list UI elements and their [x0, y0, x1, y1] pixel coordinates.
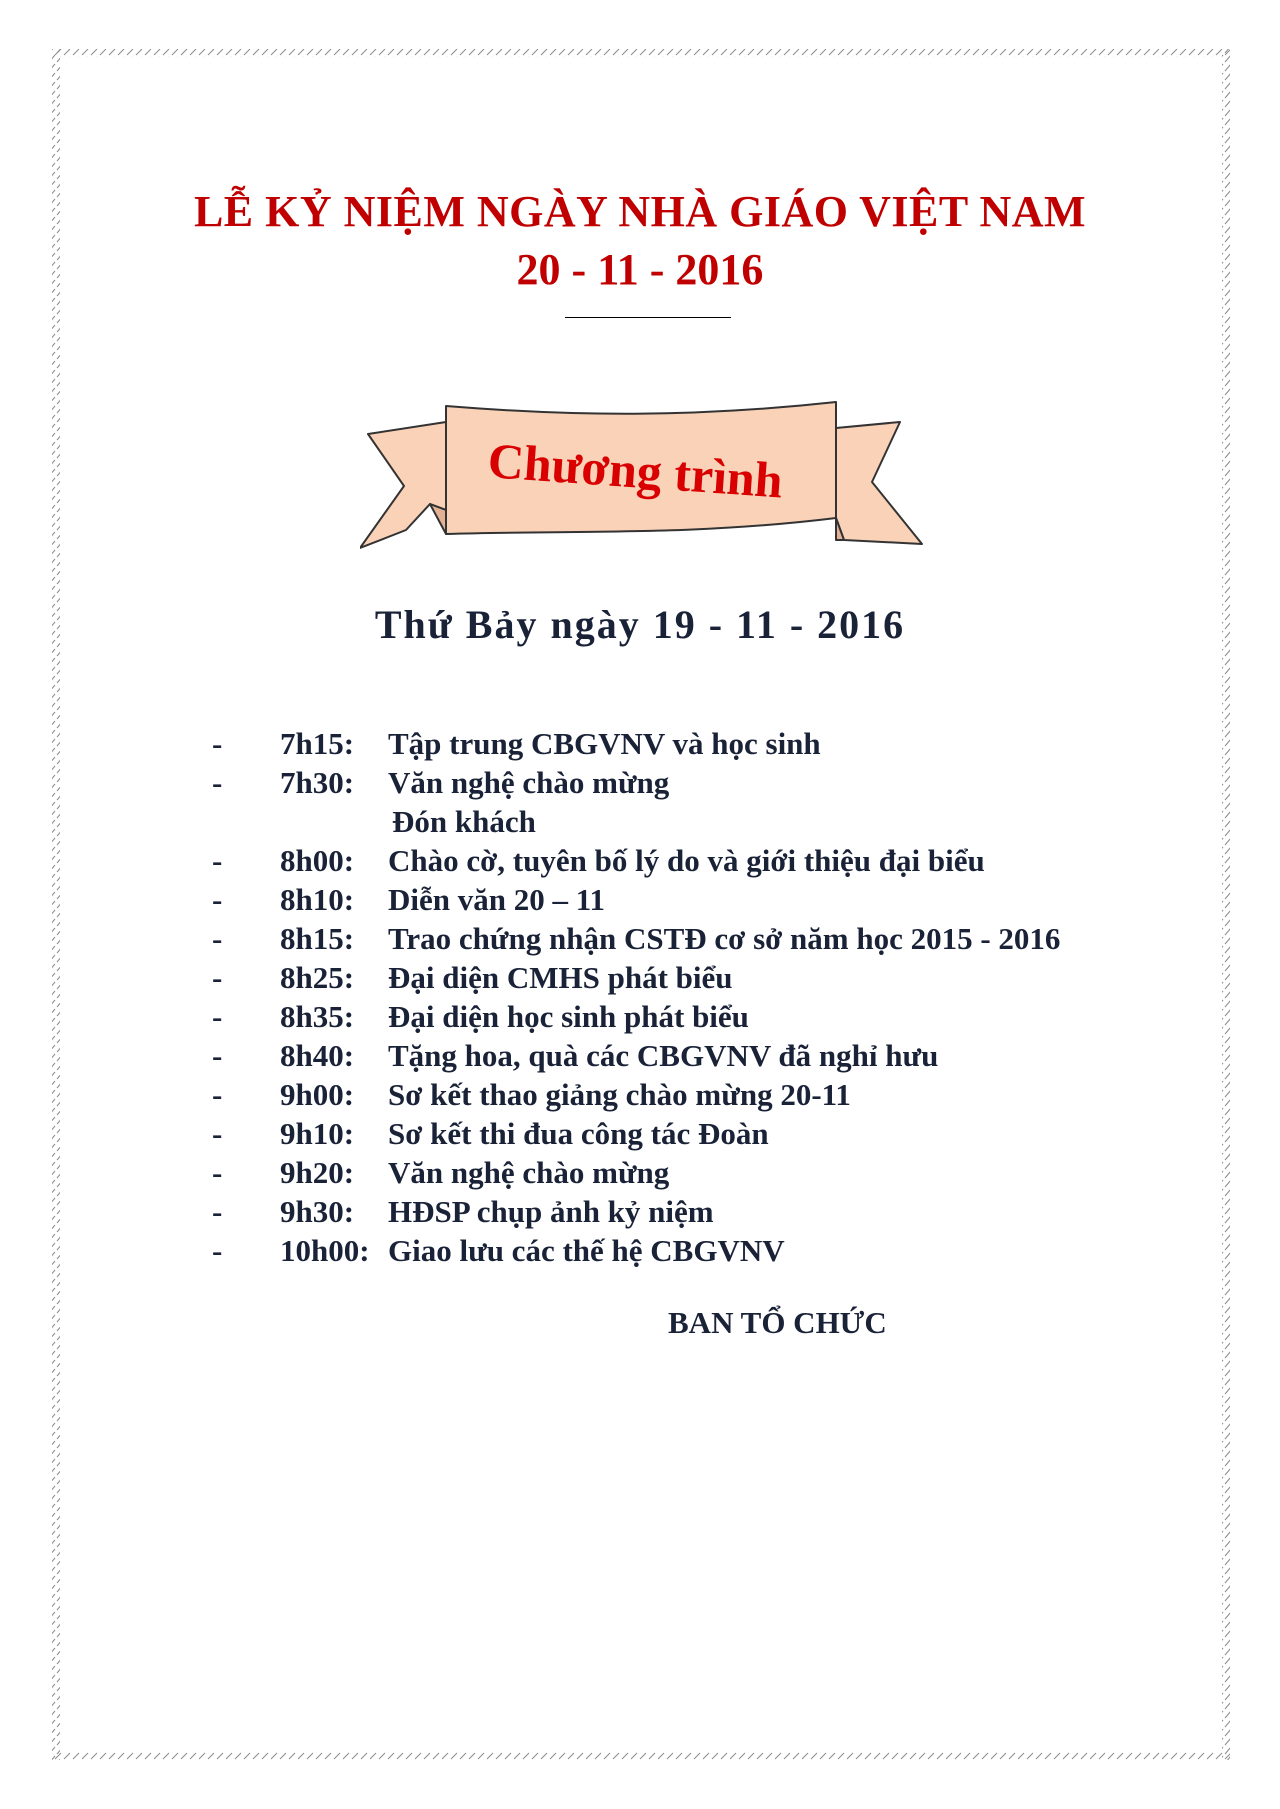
schedule-time: 9h20: — [280, 1155, 355, 1190]
schedule-time: 10h00: — [280, 1233, 370, 1268]
banner-title: Chương trình — [486, 432, 785, 509]
bullet-dash: - — [212, 999, 223, 1034]
schedule-item — [212, 1153, 1172, 1192]
schedule-description: Chào cờ, tuyên bố lý do và giới thiệu đại biểu — [388, 843, 985, 878]
schedule-time: 8h00: — [280, 843, 355, 878]
schedule-item — [212, 841, 1172, 880]
event-date: Thứ Bảy ngày 19 - 11 - 2016 — [374, 602, 906, 647]
bullet-dash: - — [212, 1194, 223, 1229]
schedule-time: 9h10: — [280, 1116, 355, 1151]
schedule-time: 8h25: — [280, 960, 355, 995]
title-divider — [565, 317, 731, 318]
schedule-description: Văn nghệ chào mừng — [388, 1155, 670, 1190]
bullet-dash: - — [212, 1116, 223, 1151]
bullet-dash: - — [212, 1038, 223, 1073]
bullet-dash: - — [212, 765, 223, 800]
schedule-description: Đại diện học sinh phát biểu — [388, 999, 749, 1034]
bullet-dash: - — [212, 1077, 223, 1112]
schedule-description: Đón khách — [392, 804, 536, 839]
schedule-item — [212, 1075, 1172, 1114]
schedule-description: Tập trung CBGVNV và học sinh — [388, 726, 821, 761]
schedule-item — [212, 1192, 1172, 1231]
schedule-description: Trao chứng nhận CSTĐ cơ sở năm học 2015 - 2016 — [388, 921, 1061, 956]
schedule-item — [212, 763, 1172, 802]
schedule-item — [212, 997, 1172, 1036]
schedule-description: HĐSP chụp ảnh kỷ niệm — [388, 1194, 714, 1229]
schedule-time: 7h30: — [280, 765, 355, 800]
bullet-dash: - — [212, 882, 223, 917]
schedule-time: 8h35: — [280, 999, 355, 1034]
organizer-signature: BAN TỔ CHỨC — [668, 1305, 887, 1340]
bullet-dash: - — [212, 921, 223, 956]
schedule-item — [212, 880, 1172, 919]
schedule-description: Sơ kết thi đua công tác Đoàn — [388, 1116, 769, 1151]
schedule-time: 9h30: — [280, 1194, 355, 1229]
schedule-description: Giao lưu các thế hệ CBGVNV — [388, 1233, 785, 1268]
schedule-item — [212, 958, 1172, 997]
page-title-date: 20 - 11 - 2016 — [516, 245, 764, 294]
schedule-item — [212, 724, 1172, 763]
schedule-time: 9h00: — [280, 1077, 355, 1112]
schedule-time: 7h15: — [280, 726, 355, 761]
bullet-dash: - — [212, 1155, 223, 1190]
schedule-description: Diễn văn 20 – 11 — [388, 882, 606, 917]
schedule-list — [212, 724, 1172, 1270]
schedule-item-continuation — [212, 802, 1172, 841]
bullet-dash: - — [212, 843, 223, 878]
page-title: LỄ KỶ NIỆM NGÀY NHÀ GIÁO VIỆT NAM — [193, 187, 1087, 236]
schedule-description: Văn nghệ chào mừng — [388, 765, 670, 800]
schedule-description: Tặng hoa, quà các CBGVNV đã nghỉ hưu — [388, 1038, 939, 1073]
schedule-time: 8h40: — [280, 1038, 355, 1073]
bullet-dash: - — [212, 1233, 223, 1268]
bullet-dash: - — [212, 726, 223, 761]
schedule-description: Đại diện CMHS phát biểu — [388, 960, 733, 995]
schedule-item — [212, 1036, 1172, 1075]
schedule-time: 8h15: — [280, 921, 355, 956]
schedule-description: Sơ kết thao giảng chào mừng 20-11 — [388, 1077, 851, 1112]
schedule-item — [212, 1231, 1172, 1270]
schedule-item — [212, 1114, 1172, 1153]
schedule-time: 8h10: — [280, 882, 355, 917]
schedule-item — [212, 919, 1172, 958]
bullet-dash: - — [212, 960, 223, 995]
